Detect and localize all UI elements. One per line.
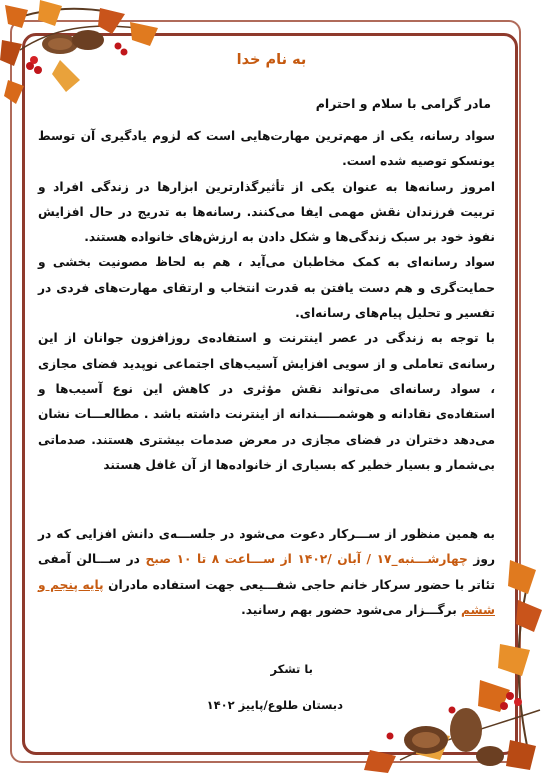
- paragraph: سواد رسانه، یکی از مهم‌ترین مهارت‌هایی است که لزوم یادگیری آن توسط یونسکو توصیه شده است.: [38, 129, 495, 169]
- greeting: مادر گرامی با سلام و احترام: [315, 96, 491, 111]
- page-title: به نام خدا: [236, 52, 307, 68]
- invitation-date-time: چهارشـــنبه_۱۷ / آبان /۱۴۰۲ از ســـاعت ۸ تا ۱۰ صبح: [145, 552, 468, 567]
- closing-thanks: با تشکر: [270, 662, 313, 676]
- paragraph: سواد رسانه‌ای به کمک مخاطبان می‌آید ، هم به لحاظ مصونیت بخشی و حمایت‌گری و هم دست یافتن به قدرت انتخاب و ارتقای مهارت‌های فردی در تفسیر و تحلیل پیام‌های رسانه‌ای.: [38, 255, 495, 321]
- paragraph: با توجه به زندگی در عصر اینترنت و استفاده‌ی روزافزون جوانان از این رسانه‌ی تعاملی و از سویی افزایش آسیب‌های اجتماعی نوپدید فضای مجازی ، سواد رسانه‌ای می‌تواند نقش مؤثری در کاهش این نوع آسیب‌ها و استفاده‌ی نقادانه و هوشمـــــندانه از اینترنت داشته باشد . مطالعـــات نشان می‌دهد دختران در فضای مجازی در معرض صدمات بیشتری هستند. صدماتی بی‌شمار و بسیار خطیر که بسیاری از خانواده‌ها از آن غافل هستند: [38, 331, 495, 472]
- invitation-text: به همین منظور از ســـرکار دعوت می‌شود در جلســـه‌ی دانش افزایی که در روز: [38, 527, 495, 567]
- signature: دبستان طلوع/پاییز ۱۴۰۲: [206, 698, 343, 712]
- invitation-text: برگـــزار می‌شود حضور بهم رسانید.: [241, 602, 462, 617]
- invitation-text: در ســـالن آمفی تئاتر با حضور سرکار خانم حاجی شفـــیعی جهت استفاده مادران: [38, 552, 496, 592]
- invitation-grades: پایه پنجم و ششم: [38, 577, 495, 617]
- invitation-paragraph: [38, 522, 495, 623]
- paragraph: امروز رسانه‌ها به عنوان یکی از تأثیرگذارترین ابزارها در زندگی افراد و تربیت فرزندان نقش مهمی ایفا می‌کنند. رسانه‌ها به تدریج در حال افزایش نفوذ خود بر سبک زندگی‌ها و شکل دادن به ارزش‌های خانواده هستند.: [38, 179, 495, 245]
- letter-body: [38, 124, 495, 478]
